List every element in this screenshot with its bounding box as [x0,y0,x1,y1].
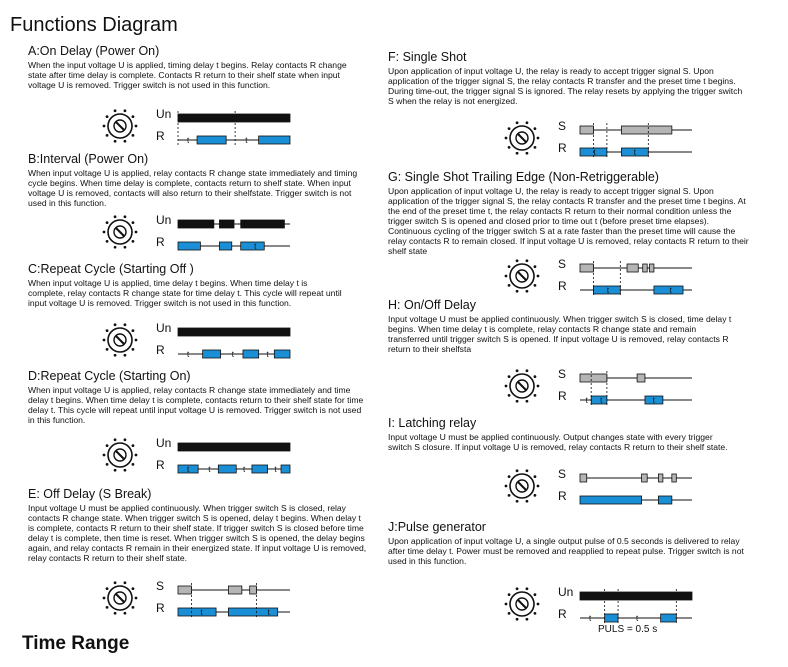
row-label-top: S [558,257,567,271]
section-c-title: C:Repeat Cycle (Starting Off ) [28,262,194,276]
section-f-body: Upon application of input voltage U, the relay is ready to accept trigger signal S. Upon application of the trigger signal S, the relay contacts R transfer and the preset time t begins. During time-out, the trigger signal S is ignored. The relay resets by applying the trigger switch S when the relay is not energized. [388,66,743,106]
row-label-top: Un [558,585,574,599]
rotary-dial-icon [505,587,540,620]
relay-pulse [218,465,236,473]
section-a-title: A:On Delay (Power On) [28,44,160,58]
top-signal-pulse [178,586,191,594]
section-f-title: F: Single Shot [388,50,467,64]
section-h-body: Input voltage U must be applied continuously. When trigger switch S is closed, time delay t begins. When time delay t is complete, relay contacts R change state and remain transferred until trigger switch S is opened. If input voltage U is removed, relay contacts R return to their shelfsta [388,314,732,354]
row-label-relay: R [558,389,567,403]
rotary-dial-icon [505,259,540,292]
diagram-h [500,364,700,415]
time-delay-label: t [254,242,257,251]
section-b [28,152,358,208]
section-j-title: J:Pulse generator [388,520,486,534]
time-delay-label: t [633,148,636,157]
row-label-top: Un [156,436,172,450]
top-signal-pulse [580,264,593,272]
diagram-d [98,433,298,484]
relay-pulse [228,608,277,616]
time-delay-label: t [231,350,234,359]
time-delay-label: t [274,465,277,474]
row-label-relay: R [558,141,567,155]
relay-pulse [243,350,259,358]
timing-diagram-c [98,318,298,364]
row-label-top: Un [156,213,172,227]
rotary-dial-icon [505,121,540,154]
relay-pulse [654,286,683,294]
top-signal-pulse [627,264,638,272]
timing-diagram-h [500,364,700,410]
top-signal-pulse [178,443,290,451]
time-delay-label: t [186,136,190,145]
time-delay-label: t [245,136,248,145]
relay-pulse [274,350,290,358]
time-delay-label: t [267,608,270,617]
row-label-relay: R [558,279,567,293]
timing-diagram-i [500,464,700,510]
section-g-body: Upon application of input voltage U, the relay is ready to accept trigger signal S. Upon application of the trigger signal S, the relay contacts R transfer and the preset time t begins. At the end of the preset time t, the relay contacts R return to their normal condition unless the trigger switch S is opened and closed prior to time out t (before preset time elapses). Continuous cycling of the trigger switch S at a rate faster than the preset time will cause the relay contacts R to remain closed. If input voltage U is removed, relay contacts R return to their shelf state [388,186,749,256]
relay-pulse [259,136,290,144]
timing-diagram-g [500,254,700,300]
row-label-relay: R [156,129,165,143]
top-signal-pulse [178,328,290,336]
section-j [388,520,758,566]
time-range-heading: Time Range [22,633,130,654]
relay-pulse [281,465,290,473]
page-title: Functions Diagram [10,14,178,36]
section-g-title: G: Single Shot Trailing Edge (Non-Retriggerable) [388,170,659,184]
time-delay-label: t [186,350,190,359]
rotary-dial-icon [103,581,138,614]
rotary-dial-icon [505,369,540,402]
timing-diagram-j [500,582,700,628]
row-label-top: Un [156,321,172,335]
row-label-relay: R [156,343,165,357]
section-d-body: When input voltage U is applied, relay contacts R change state immediately and time delay t begins. When time delay t is complete, contacts return to their shelf state for time delay t. This cycle will repeat until input voltage U is removed. Trigger switch is not used in this function. [28,385,364,425]
top-signal-pulse [637,374,645,382]
rotary-dial-icon [103,109,138,142]
time-delay-label: t [588,614,592,623]
top-signal-pulse [658,474,662,482]
time-delay-label: t [593,148,596,157]
row-label-top: S [558,119,567,133]
timing-diagram-f [500,116,700,162]
relay-pulse [252,465,268,473]
time-delay-label: t [669,286,672,295]
section-f [388,50,748,106]
row-label-top: S [558,467,567,481]
row-label-top: S [558,367,567,381]
relay-pulse [203,350,221,358]
section-j-body: Upon application of input voltage U, a single output pulse of 0.5 seconds is delivered to relay after time delay t. Power must be removed and reapplied to repeat pulse. Trigger switch is not used in this function. [388,536,744,566]
section-e [28,487,368,563]
top-signal-pulse [649,264,653,272]
top-signal-pulse [580,474,587,482]
time-delay-label: t [606,286,610,295]
relay-pulse [178,608,216,616]
row-label-relay: R [156,458,165,472]
time-delay-label: t [652,396,656,405]
row-label-relay: R [156,235,165,249]
section-d-title: D:Repeat Cycle (Starting On) [28,369,191,383]
section-h-title: H: On/Off Delay [388,298,476,312]
section-d [28,369,368,425]
diagram-e [98,576,298,627]
section-g [388,170,754,256]
time-delay-label: t [266,350,269,359]
relay-pulse [591,396,607,404]
rotary-dial-icon [103,438,138,471]
section-a [28,44,348,90]
section-i [388,416,728,452]
diagram-a [98,104,298,155]
timing-diagram-e [98,576,298,622]
time-delay-label: t [585,396,588,405]
relay-pulse [661,614,677,622]
row-label-relay: R [558,607,567,621]
row-label-relay: R [156,601,165,615]
section-e-title: E: Off Delay (S Break) [28,487,152,501]
time-delay-label: t [208,465,211,474]
timing-diagram-a [98,104,298,150]
rotary-dial-icon [505,469,540,502]
section-a-body: When the input voltage U is applied, timing delay t begins. Relay contacts R change state after time delay is complete. Contacts R return to their shelf state when input voltage U is removed. Trigger switch is not used in this function. [28,60,347,90]
timing-diagram-d [98,433,298,479]
top-signal-pulse [580,126,593,134]
top-signal-pulse [178,220,214,228]
diagram-b [98,210,298,261]
top-signal-pulse [580,592,692,600]
time-delay-label: t [600,396,603,405]
diagram-c [98,318,298,369]
section-h [388,298,738,354]
time-delay-label: t [242,465,246,474]
relay-pulse [658,496,671,504]
section-i-body: Input voltage U must be applied continuously. Output changes state with every trigger switch S closure. If input voltage U is removed, relay contacts R return to their shelf state. [388,432,728,452]
pulse-duration-label: PULS = 0.5 s [598,624,658,635]
top-signal-pulse [250,586,257,594]
section-b-body: When input voltage U is applied, relay contacts R change state immediately and timing cycle begins. When time delay is complete, contacts return to shelf state. When input voltage U is removed, contacts will also return to their shelfstate. Trigger switch is not used in this function. [28,168,358,208]
top-signal-pulse [672,474,676,482]
top-signal-pulse [178,114,290,122]
relay-pulse [178,242,200,250]
section-i-title: I: Latching relay [388,416,477,430]
row-label-relay: R [558,489,567,503]
section-e-body: Input voltage U must be applied continuously. When trigger switch S is closed, relay contacts R change state. When trigger switch S is opened, delay t begins. When delay t is complete, contacts R return to their shelf state. If trigger switch S is closed before time delay t is complete, then time is reset. When trigger switch S is opened, the delay begins again, and relay contacts R remain in their energized state. If input voltage U is removed, relay contacts R return to their shelf state. [28,503,367,563]
time-delay-label: t [636,614,639,623]
top-signal-pulse [580,374,607,382]
time-delay-label: t [200,608,203,617]
section-c-body: When input voltage U is applied, time delay t begins. When time delay t is complete, relay contacts R change state for time delay t. This cycle will repeat until input voltage U is removed. Trigger switch is not used in this function. [28,278,342,308]
relay-pulse [605,614,618,622]
top-signal-pulse [219,220,234,228]
rotary-dial-icon [103,323,138,356]
top-signal-pulse [643,264,647,272]
top-signal-pulse [228,586,241,594]
row-label-top: S [156,579,165,593]
relay-pulse [219,242,231,250]
time-delay-label: t [186,465,190,474]
relay-pulse [580,496,642,504]
relay-pulse [197,136,226,144]
timing-diagram-b [98,210,298,256]
top-signal-pulse [241,220,285,228]
diagram-f [500,116,700,167]
relay-pulse [241,242,265,250]
section-b-title: B:Interval (Power On) [28,152,149,166]
rotary-dial-icon [103,215,138,248]
top-signal-pulse [642,474,648,482]
top-signal-pulse [621,126,671,134]
section-c [28,262,346,308]
diagram-i [500,464,700,515]
row-label-top: Un [156,107,172,121]
